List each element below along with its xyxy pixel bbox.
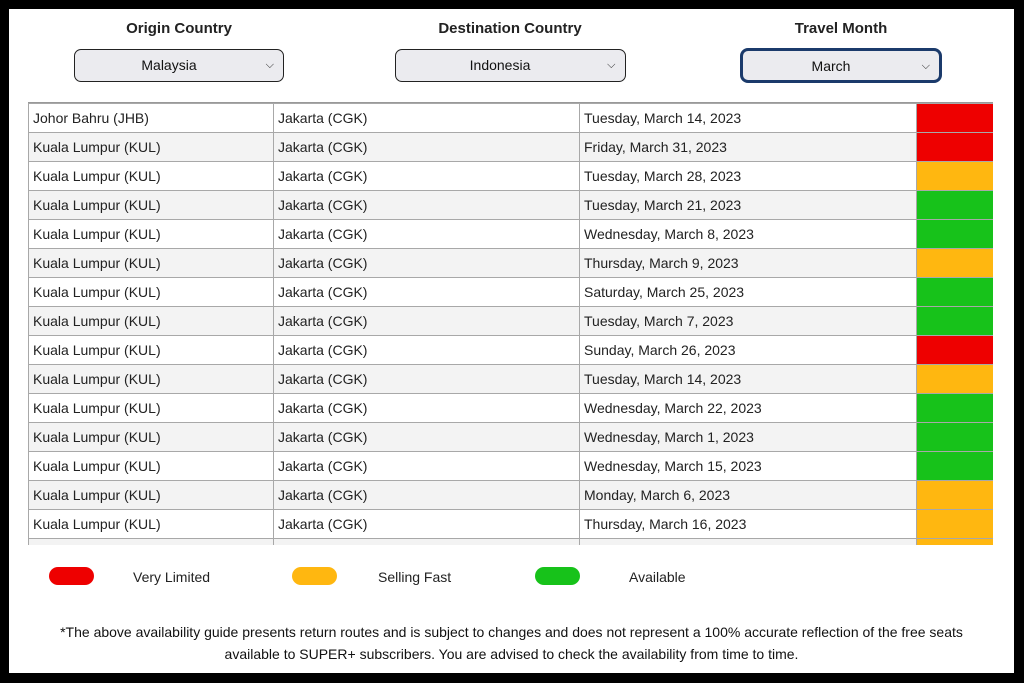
red-swatch (49, 567, 94, 585)
chevron-down-icon: ⌵ (265, 59, 274, 71)
date-cell: Saturday, March 25, 2023 (580, 278, 917, 307)
table-row (29, 278, 994, 307)
destination-cell: Jakarta (CGK) (274, 249, 580, 278)
origin-cell: Kuala Lumpur (KUL) (29, 336, 274, 365)
table-row (29, 162, 994, 191)
availability-status-cell (917, 452, 994, 481)
destination-cell: Jakarta (CGK) (274, 104, 580, 133)
destination-cell: Jakarta (CGK) (274, 452, 580, 481)
table-row (29, 249, 994, 278)
legend-label: Available (629, 569, 686, 585)
chevron-down-icon: ⌵ (607, 59, 616, 71)
travel-month-select[interactable] (741, 49, 941, 82)
origin-cell: Kuala Lumpur (KUL) (29, 249, 274, 278)
date-cell: Tuesday, March 14, 2023 (580, 365, 917, 394)
destination-country-select[interactable] (395, 49, 626, 82)
date-cell: Sunday, March 26, 2023 (580, 336, 917, 365)
origin-cell (29, 539, 274, 546)
destination-cell: Jakarta (CGK) (274, 162, 580, 191)
availability-disclaimer: *The above availability guide presents return routes and is subject to changes and does not represent a 100% accurate reflection of the free seats available to SUPER+ subscribers. You are advised to check the availability from time to time. (60, 624, 963, 662)
origin-cell: Kuala Lumpur (KUL) (29, 307, 274, 336)
travel-month-value: March (811, 58, 851, 74)
table-row (29, 452, 994, 481)
availability-status-cell (917, 278, 994, 307)
origin-cell: Kuala Lumpur (KUL) (29, 278, 274, 307)
table-row (29, 365, 994, 394)
origin-country-value: Malaysia (141, 57, 197, 73)
legend-label: Selling Fast (378, 569, 452, 585)
origin-cell: Kuala Lumpur (KUL) (29, 220, 274, 249)
green-swatch (535, 567, 580, 585)
date-cell (580, 539, 917, 546)
destination-cell: Jakarta (CGK) (274, 133, 580, 162)
date-cell: Thursday, March 16, 2023 (580, 510, 917, 539)
availability-legend (9, 567, 1014, 591)
table-row (29, 394, 994, 423)
destination-cell: Jakarta (CGK) (274, 510, 580, 539)
routes-table-body (29, 104, 994, 546)
table-row (29, 220, 994, 249)
date-cell: Friday, March 31, 2023 (580, 133, 917, 162)
chevron-down-icon: ⌵ (921, 60, 930, 72)
destination-cell: Jakarta (CGK) (274, 336, 580, 365)
date-cell: Tuesday, March 7, 2023 (580, 307, 917, 336)
availability-status-cell (917, 336, 994, 365)
origin-cell: Kuala Lumpur (KUL) (29, 162, 274, 191)
availability-status-cell (917, 249, 994, 278)
destination-country-filter (394, 19, 626, 82)
origin-country-label: Origin Country (126, 20, 232, 37)
date-cell: Thursday, March 9, 2023 (580, 249, 917, 278)
origin-cell: Kuala Lumpur (KUL) (29, 365, 274, 394)
origin-cell: Kuala Lumpur (KUL) (29, 481, 274, 510)
date-cell: Wednesday, March 8, 2023 (580, 220, 917, 249)
travel-month-label: Travel Month (794, 20, 888, 37)
origin-cell: Kuala Lumpur (KUL) (29, 191, 274, 220)
availability-panel (9, 9, 1014, 673)
orange-swatch (292, 567, 337, 585)
routes-table-scroll[interactable] (28, 102, 993, 545)
table-row (29, 307, 994, 336)
destination-cell: Jakarta (CGK) (274, 278, 580, 307)
filter-bar (9, 9, 1014, 104)
table-row (29, 539, 994, 546)
destination-cell: Jakarta (CGK) (274, 191, 580, 220)
date-cell: Tuesday, March 21, 2023 (580, 191, 917, 220)
destination-cell: Jakarta (CGK) (274, 307, 580, 336)
table-row (29, 510, 994, 539)
table-row (29, 336, 994, 365)
availability-status-cell (917, 307, 994, 336)
origin-country-select[interactable] (74, 49, 284, 82)
table-row (29, 133, 994, 162)
availability-status-cell (917, 162, 994, 191)
origin-cell: Kuala Lumpur (KUL) (29, 510, 274, 539)
table-row (29, 104, 994, 133)
date-cell: Wednesday, March 22, 2023 (580, 394, 917, 423)
destination-cell: Jakarta (CGK) (274, 423, 580, 452)
availability-status-cell (917, 133, 994, 162)
origin-cell: Kuala Lumpur (KUL) (29, 452, 274, 481)
destination-cell: Jakarta (CGK) (274, 365, 580, 394)
destination-country-value: Indonesia (469, 57, 531, 73)
availability-status-cell (917, 191, 994, 220)
origin-country-filter (73, 19, 285, 82)
availability-status-cell (917, 365, 994, 394)
availability-status-cell (917, 423, 994, 452)
availability-status-cell (917, 539, 994, 546)
destination-cell: Jakarta (CGK) (274, 394, 580, 423)
destination-country-label: Destination Country (438, 20, 582, 37)
origin-cell: Kuala Lumpur (KUL) (29, 133, 274, 162)
availability-status-cell (917, 481, 994, 510)
date-cell: Tuesday, March 14, 2023 (580, 104, 917, 133)
origin-cell: Johor Bahru (JHB) (29, 104, 274, 133)
date-cell: Monday, March 6, 2023 (580, 481, 917, 510)
origin-cell: Kuala Lumpur (KUL) (29, 394, 274, 423)
availability-status-cell (917, 220, 994, 249)
table-row (29, 481, 994, 510)
availability-status-cell (917, 510, 994, 539)
availability-status-cell (917, 394, 994, 423)
table-row (29, 191, 994, 220)
table-row (29, 423, 994, 452)
destination-cell: Jakarta (CGK) (274, 481, 580, 510)
destination-cell (274, 539, 580, 546)
date-cell: Wednesday, March 15, 2023 (580, 452, 917, 481)
legend-label: Very Limited (133, 569, 211, 585)
routes-table (28, 103, 993, 545)
availability-status-cell (917, 104, 994, 133)
origin-cell: Kuala Lumpur (KUL) (29, 423, 274, 452)
date-cell: Tuesday, March 28, 2023 (580, 162, 917, 191)
travel-month-filter (740, 19, 942, 82)
destination-cell: Jakarta (CGK) (274, 220, 580, 249)
date-cell: Wednesday, March 1, 2023 (580, 423, 917, 452)
